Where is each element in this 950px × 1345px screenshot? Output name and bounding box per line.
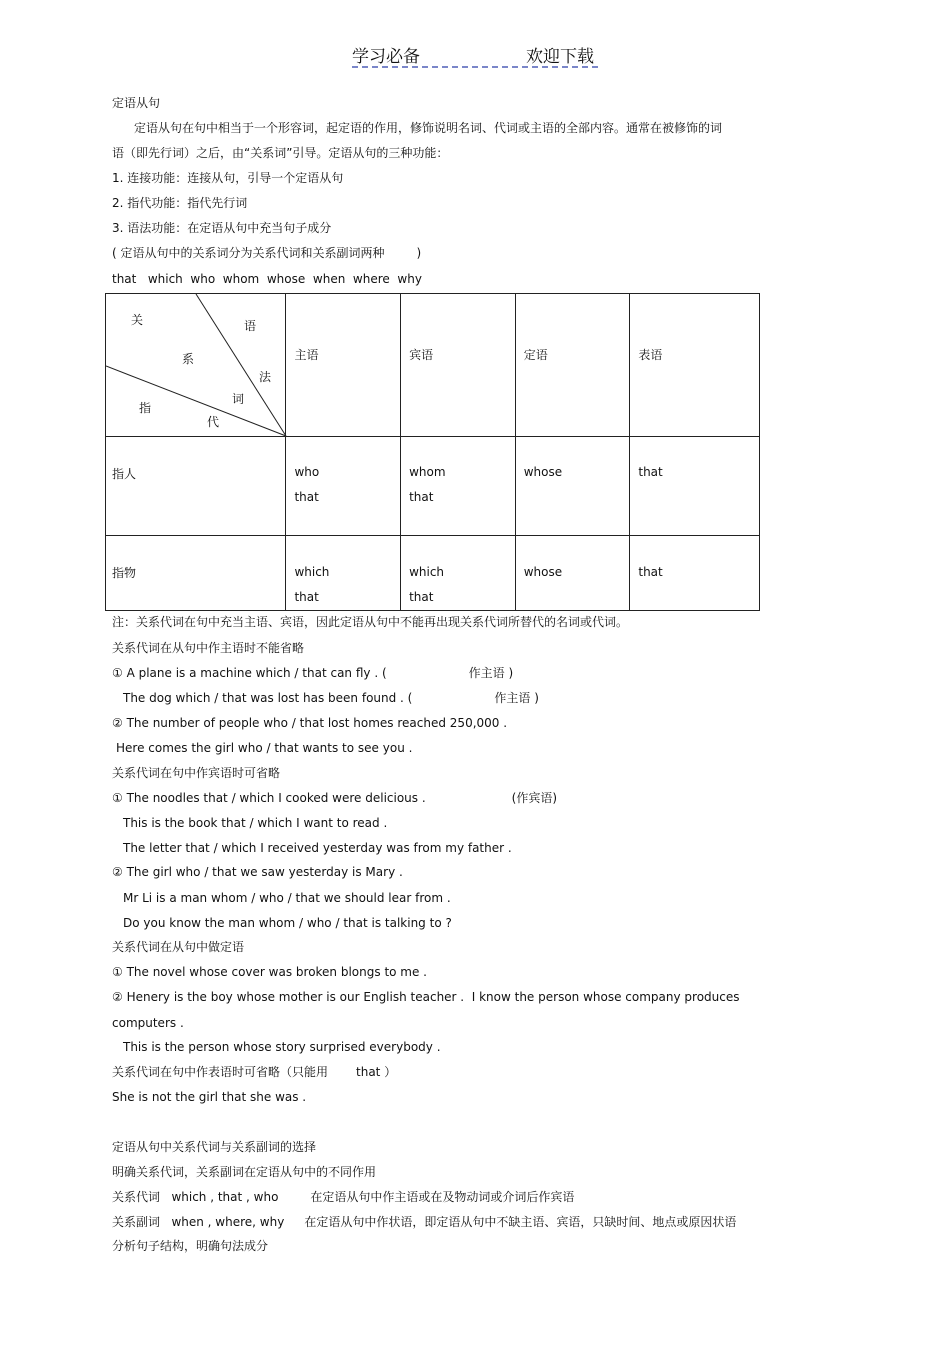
page-header <box>352 40 598 68</box>
header-right: 欢迎下载 <box>526 47 594 67</box>
section-attributive-title: 关系代词在从句中做定语 <box>112 940 245 954</box>
relative-word-table <box>105 293 760 611</box>
cell-person-object: whom that <box>401 437 516 536</box>
cell-person-attributive: whose <box>515 437 630 536</box>
section-choice-title: 定语从句中关系代词与关系副词的选择 <box>112 1140 317 1154</box>
row-label-person: 指人 <box>106 437 286 536</box>
table-note: 注：关系代词在句中充当主语、宾语，因此定语从句中不能再出现关系代词所替代的名词或代词。 <box>112 615 629 629</box>
corner-char-guan: 关 <box>131 313 144 327</box>
intro-line-2: 语（即先行词）之后，由“关系词”引导。定语从句的三种功能： <box>112 146 449 160</box>
relword-types-note: ( 定语从句中的关系词分为关系代词和关系副词两种 ) <box>112 246 422 260</box>
row-label-thing: 指物 <box>106 536 286 611</box>
doc-title: 定语从句 <box>112 96 161 110</box>
corner-char-xi: 系 <box>182 352 195 366</box>
example-line: ② The girl who / that we saw yesterday is Mary . <box>112 865 403 879</box>
section-object-title: 关系代词在句中作宾语时可省略 <box>112 766 281 780</box>
cell-person-predicative: that <box>630 437 760 536</box>
example-line: ① A plane is a machine which / that can fly . ( 作主语 ) <box>112 666 514 680</box>
section-predicative-title: 关系代词在句中作表语时可省略（只能用 that ） <box>112 1065 397 1079</box>
choice-line: 明确关系代词，关系副词在定语从句中的不同作用 <box>112 1165 377 1179</box>
cell-thing-predicative: that <box>630 536 760 611</box>
example-line: She is not the girl that she was . <box>112 1090 307 1104</box>
corner-char-yu: 语 <box>244 319 257 333</box>
function-3: 3. 语法功能：在定语从句中充当句子成分 <box>112 221 332 235</box>
corner-char-ci: 词 <box>232 392 245 406</box>
example-line: computers . <box>112 1016 184 1030</box>
choice-line: 关系代词 which , that , who 在定语从句中作主语或在及物动词或介词后作宾语 <box>112 1190 575 1204</box>
table-row-thing <box>106 536 760 611</box>
cell-thing-attributive: whose <box>515 536 630 611</box>
corner-char-fa: 法 <box>259 370 272 384</box>
section-subject-title: 关系代词在从句中作主语时不能省略 <box>112 641 305 655</box>
cell-thing-object: which that <box>401 536 516 611</box>
example-line: Mr Li is a man whom / who / that we should lear from . <box>123 891 451 905</box>
example-line: ② Henery is the boy whose mother is our English teacher . I know the person whose company produces <box>112 990 740 1004</box>
relword-list: that which who whom whose when where why <box>112 272 422 286</box>
header-attributive: 定语 <box>515 294 630 437</box>
example-line: ② The number of people who / that lost homes reached 250,000 . <box>112 716 508 730</box>
corner-char-dai: 代 <box>207 415 220 429</box>
example-line: ① The noodles that / which I cooked were delicious . (作宾语) <box>112 791 558 805</box>
corner-char-zhi: 指 <box>139 401 152 415</box>
example-line: This is the person whose story surprised everybody . <box>123 1040 441 1054</box>
choice-line: 关系副词 when , where, why 在定语从句中作状语，即定语从句中不缺主语、宾语，只缺时间、地点或原因状语 <box>112 1215 737 1229</box>
example-line: The letter that / which I received yesterday was from my father . <box>123 841 512 855</box>
example-line: The dog which / that was lost has been found . ( 作主语 ) <box>123 691 539 705</box>
example-line: Do you know the man whom / who / that is talking to ? <box>123 916 452 930</box>
example-line: ① The novel whose cover was broken blongs to me . <box>112 965 427 979</box>
table-row-person <box>106 437 760 536</box>
choice-line: 分析句子结构，明确句法成分 <box>112 1239 269 1253</box>
header-subject: 主语 <box>286 294 401 437</box>
header-object: 宾语 <box>401 294 516 437</box>
intro-line-1: 定语从句在句中相当于一个形容词，起定语的作用，修饰说明名词、代词或主语的全部内容。通常在被修饰的词 <box>134 121 723 135</box>
function-2: 2. 指代功能：指代先行词 <box>112 196 248 210</box>
example-line: Here comes the girl who / that wants to see you . <box>116 741 413 755</box>
example-line: This is the book that / which I want to read . <box>123 816 388 830</box>
function-1: 1. 连接功能：连接从句，引导一个定语从句 <box>112 171 344 185</box>
cell-thing-subject: which that <box>286 536 401 611</box>
table-corner-cell <box>106 294 286 437</box>
header-left: 学习必备 <box>352 47 420 67</box>
cell-person-subject: who that <box>286 437 401 536</box>
header-predicative: 表语 <box>630 294 760 437</box>
